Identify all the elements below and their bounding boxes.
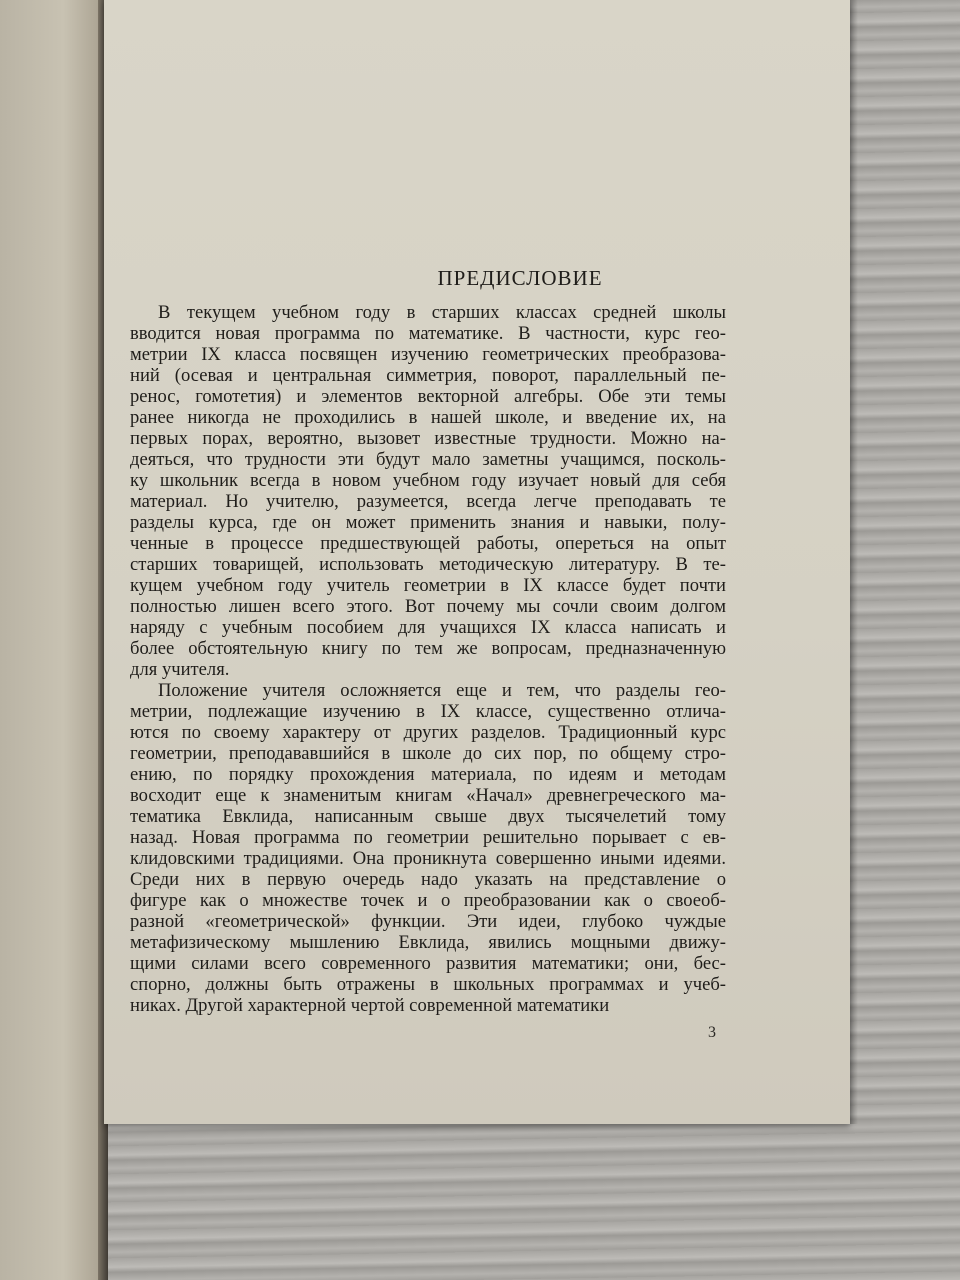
text-line: ку школьник всегда в новом учебном году изучает новый для себя [130, 470, 726, 491]
text-line: геометрии, преподававшийся в школе до сих пор, по общему стро- [130, 743, 726, 764]
text-line: метрии, подлежащие изучению в IX классе, существенно отлича- [130, 701, 726, 722]
text-line: полностью лишен всего этого. Вот почему мы сочли своим долгом [130, 596, 726, 617]
page-edge-shadow [850, 0, 858, 1124]
text-line: вводится новая программа по математике. В частности, курс гео- [130, 323, 726, 344]
text-line: ренос, гомотетия) и элементов векторной алгебры. Обе эти темы [130, 386, 726, 407]
text-line: метафизическому мышлению Евклида, явились мощными движу- [130, 932, 726, 953]
text-line: Среди них в первую очередь надо указать на представление о [130, 869, 726, 890]
text-line: кущем учебном году учитель геометрии в IX классе будет почти [130, 575, 726, 596]
text-line: ний (осевая и центральная симметрия, поворот, параллельный пе- [130, 365, 726, 386]
text-line: первых порах, вероятно, вызовет известные трудности. Можно на- [130, 428, 726, 449]
text-line: старших товарищей, использовать методическую литературу. В те- [130, 554, 726, 575]
text-line: назад. Новая программа по геометрии решительно порывает с ев- [130, 827, 726, 848]
text-line: материал. Но учителю, разумеется, всегда легче преподавать те [130, 491, 726, 512]
text-line: никах. Другой характерной чертой современной математики [130, 995, 610, 1016]
left-facing-page [0, 0, 106, 1280]
paragraph [130, 680, 726, 1016]
text-line: тематика Евклида, написанным свыше двух тысячелетий тому [130, 806, 726, 827]
text-line: фигуре как о множестве точек и о преобразовании как о своеоб- [130, 890, 726, 911]
text-line: метрии IX класса посвящен изучению геометрических преобразова- [130, 344, 726, 365]
text-line: разделы курса, где он может применить знания и навыки, полу- [130, 512, 726, 533]
page-number: 3 [708, 1024, 716, 1041]
text-line: ются по своему характеру от других разделов. Традиционный курс [130, 722, 726, 743]
paragraph [130, 302, 726, 680]
text-line: разной «геометрической» функции. Эти идеи, глубоко чуждые [130, 911, 726, 932]
text-line: Положение учителя осложняется еще и тем, что разделы гео- [158, 680, 726, 701]
text-line: ченные в процессе предшествующей работы, опереться на опыт [130, 533, 726, 554]
page-heading: ПРЕДИСЛОВИЕ [437, 266, 603, 290]
text-line: наряду с учебным пособием для учащихся IX класса написать и [130, 617, 726, 638]
text-line: для учителя. [130, 659, 230, 680]
text-line: более обстоятельную книгу по тем же вопросам, предназначенную [130, 638, 726, 659]
text-line: В текущем учебном году в старших классах средней школы [158, 302, 726, 323]
text-line: ению, по порядку прохождения материала, по идеям и методам [130, 764, 726, 785]
text-line: спорно, должны быть отражены в школьных программах и учеб- [130, 974, 726, 995]
text-line: деяться, что трудности эти будут мало заметны учащимся, посколь- [130, 449, 726, 470]
body-text [130, 302, 726, 1016]
text-line: восходит еще к знаменитым книгам «Начал» древнегреческого ма- [130, 785, 726, 806]
text-line: щими силами всего современного развития математики; они, бес- [130, 953, 726, 974]
text-line: ранее никогда не проходились в нашей школе, и введение их, на [130, 407, 726, 428]
text-line: клидовскими традициями. Она проникнута совершенно иными идеями. [130, 848, 726, 869]
